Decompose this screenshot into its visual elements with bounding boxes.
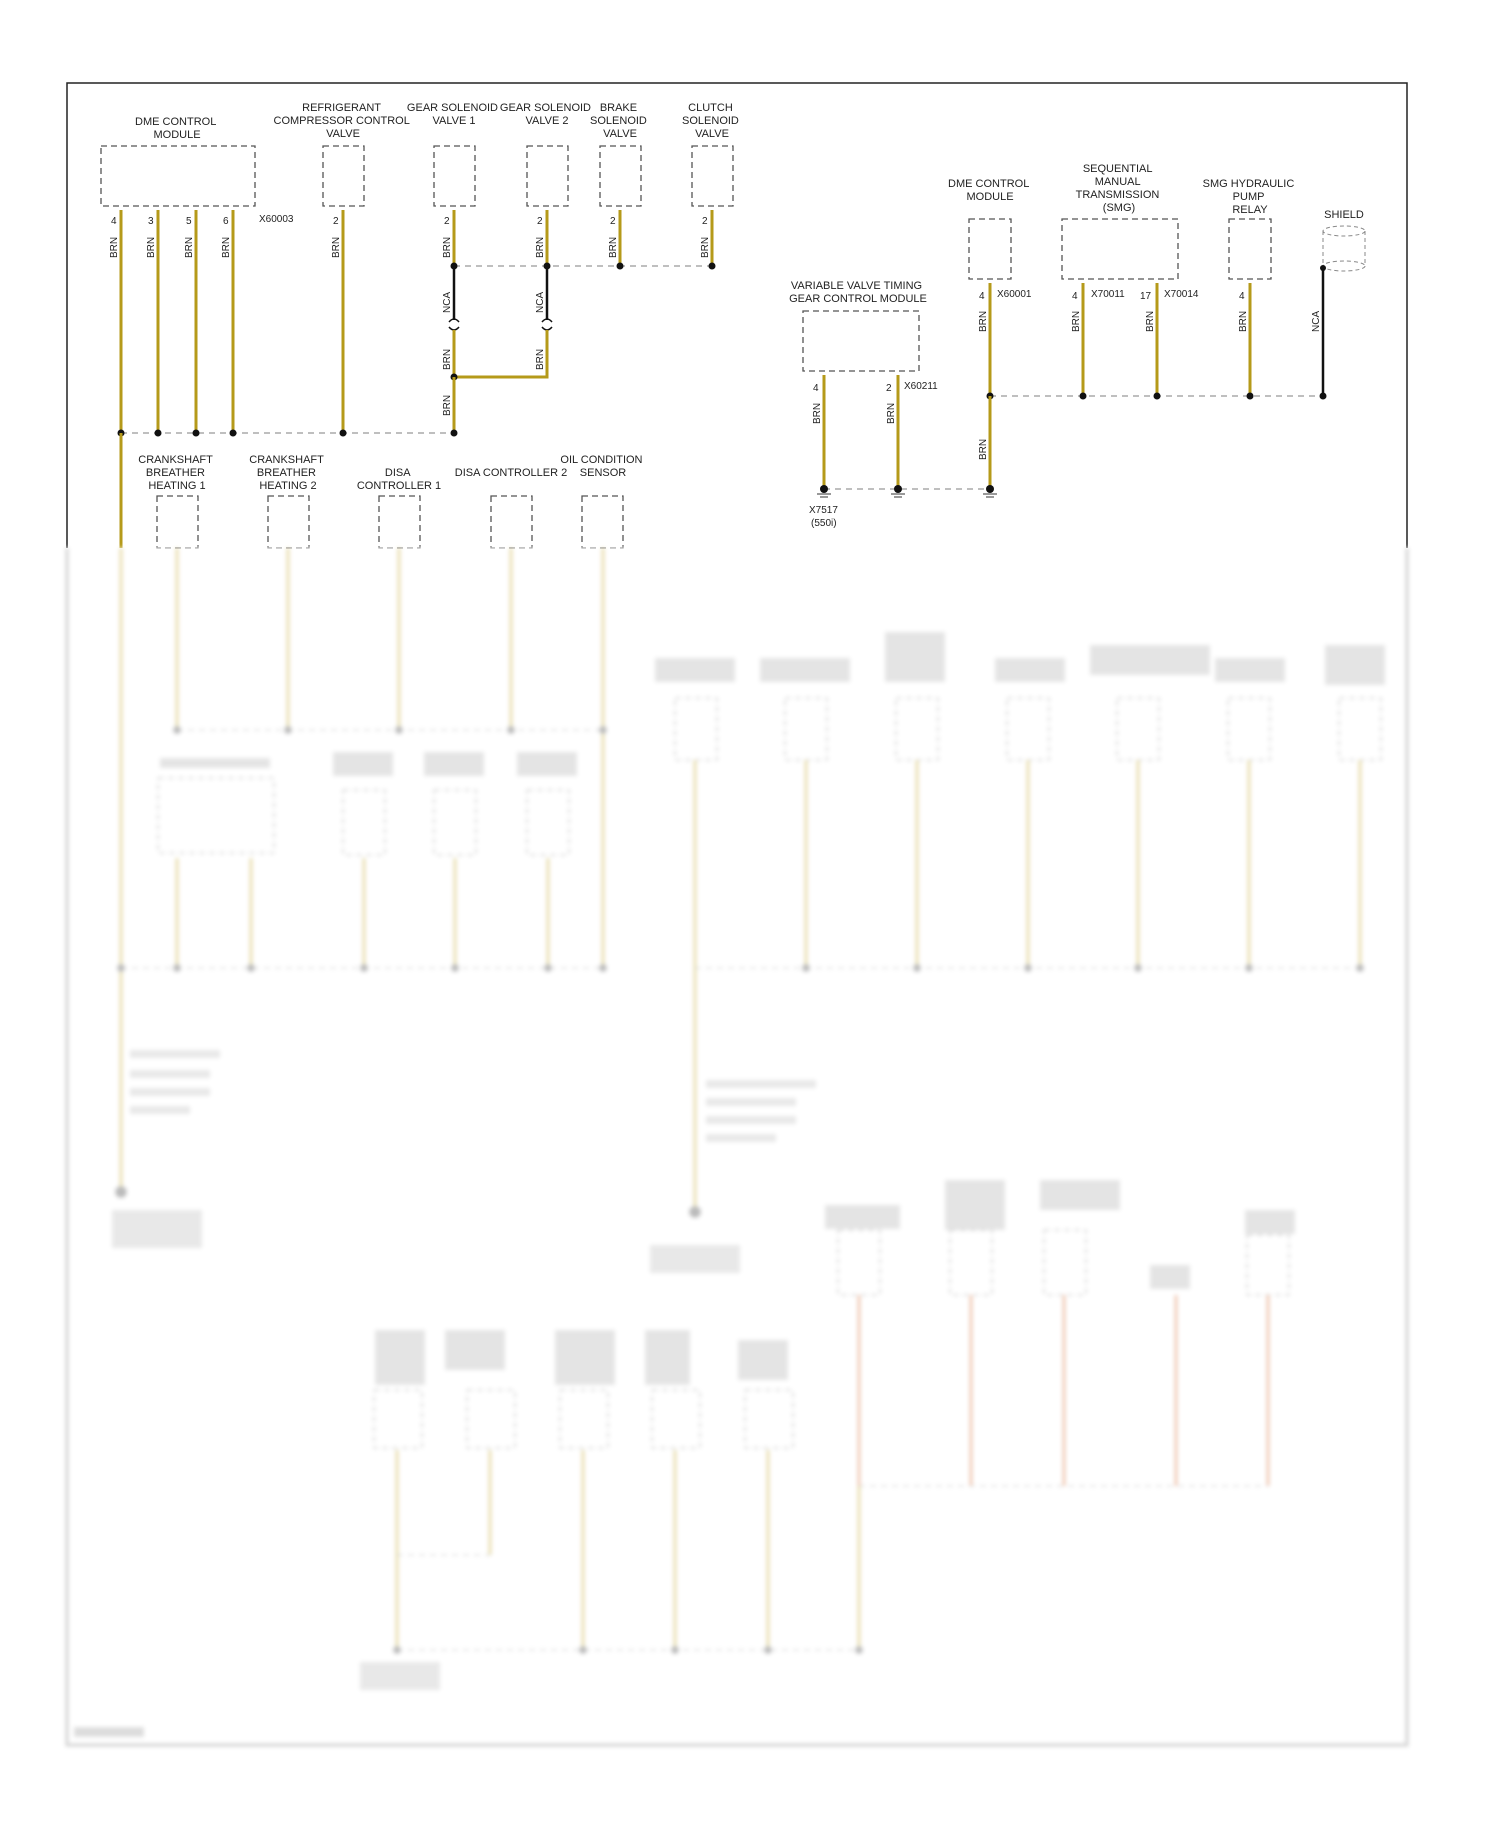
variable-valve-timing-module	[789, 280, 938, 489]
wire-color-label: BRN	[184, 236, 195, 258]
oil-condition-sensor-label: OIL CONDITION SENSOR	[560, 454, 643, 479]
gear-solenoid-valve-2	[500, 102, 594, 266]
dme2-pin: 4	[979, 291, 985, 302]
sequential-manual-transmission	[1062, 163, 1199, 396]
vvt-module-label: VARIABLE VALVE TIMING GEAR CONTROL MODULE	[789, 280, 927, 305]
wire-color-label: BRN	[146, 236, 157, 258]
wire-color-label: BRN	[1238, 310, 1249, 332]
smg-relay-label: SMG HYDRAULIC PUMP RELAY	[1202, 178, 1295, 216]
dme-control-module-1	[101, 116, 294, 225]
refrigerant-valve-box	[323, 146, 364, 206]
disa-controller-2-label: DISA CONTROLLER 2	[454, 467, 568, 479]
shield	[1311, 209, 1365, 396]
wire-color-label: BRN	[886, 402, 897, 424]
brake-solenoid-label: BRAKE SOLENOID VALVE	[590, 102, 647, 140]
smg-label: SEQUENTIAL MANUAL TRANSMISSION (SMG)	[1075, 163, 1160, 214]
refrigerant-compressor-control-valve	[274, 102, 413, 433]
crankshaft-heating-1-label: CRANKSHAFT BREATHER HEATING 1	[138, 454, 213, 492]
gear1-pin: 2	[444, 216, 450, 227]
disa-controller-1-label: DISA CONTROLLER 1	[356, 467, 442, 492]
shield-label: SHIELD	[1324, 209, 1364, 221]
clutch-solenoid-label: CLUTCH SOLENOID VALVE	[682, 102, 739, 140]
ground-symbol-icon	[891, 485, 905, 497]
dme1-wires	[109, 210, 233, 433]
vvt-pin-a: 4	[813, 383, 819, 394]
wire-color-label: BRN	[812, 402, 823, 424]
clutch-solenoid-box	[692, 146, 733, 206]
wire-color-label: BRN	[109, 236, 120, 258]
splice-dot	[617, 263, 624, 270]
ground-point-label: X7517	[809, 505, 838, 516]
wire-color-label: BRN	[978, 310, 989, 332]
clutch-pin: 2	[702, 216, 708, 227]
wire-color-label: BRN	[221, 236, 232, 258]
wire-color-label: BRN	[331, 236, 342, 258]
crankshaft-heating-2-label: CRANKSHAFT BREATHER HEATING 2	[249, 454, 324, 492]
vvt-pin-b: 2	[886, 383, 892, 394]
gear-solenoid-valve-1	[407, 102, 501, 266]
smg-pin-b: 17	[1140, 291, 1152, 302]
dme2-connector-id: X60001	[997, 289, 1032, 300]
ground-point-note: (550i)	[811, 518, 837, 529]
dme1-pin-c: 5	[186, 216, 192, 227]
dme-control-module-1-box	[101, 146, 255, 206]
brake-solenoid-valve	[590, 102, 650, 266]
lower-row-components	[138, 454, 645, 548]
wire-color-label: BRN	[1071, 310, 1082, 332]
wire-color-label: BRN	[442, 394, 453, 416]
wire-color-label: NCA	[442, 291, 453, 313]
dme1-pin-b: 3	[148, 216, 154, 227]
dme-control-module-1-label: DME CONTROL MODULE	[135, 116, 216, 141]
refrigerant-valve-label: REFRIGERANT COMPRESSOR CONTROL VALVE	[273, 102, 410, 140]
wire-color-label: BRN	[535, 236, 546, 258]
dme1-pin-d: 6	[223, 216, 229, 227]
gear-solenoid-2-label: GEAR SOLENOID VALVE 2	[499, 102, 592, 127]
brake-solenoid-box	[600, 146, 641, 206]
gear-solenoid-1-box	[434, 146, 475, 206]
wire-color-label: BRN	[700, 236, 711, 258]
wire-color-label: BRN	[442, 236, 453, 258]
wire-color-label: BRN	[535, 348, 546, 370]
wire-color-label: NCA	[1311, 310, 1322, 332]
gear-solenoid-nca-connections	[442, 266, 552, 433]
shield-icon	[1323, 226, 1365, 271]
smg-connector-b: X70014	[1164, 289, 1199, 300]
gear-solenoid-1-label: GEAR SOLENOID VALVE 1	[406, 102, 499, 127]
ground-symbol-icon	[817, 485, 831, 497]
vvt-connector-id: X60211	[904, 381, 938, 392]
wire-color-label: BRN	[978, 438, 989, 460]
dme1-connector-id: X60003	[259, 214, 294, 225]
dme-control-module-2	[948, 178, 1032, 396]
wire-color-label: BRN	[1145, 310, 1156, 332]
wire-color-label: NCA	[535, 291, 546, 313]
dme1-pin-a: 4	[111, 216, 117, 227]
relay-pin: 4	[1239, 291, 1245, 302]
blurred-diagram-area	[62, 548, 1412, 1748]
clutch-solenoid-valve	[682, 102, 742, 266]
refrigerant-pin: 2	[333, 216, 339, 227]
ground-symbol-icon	[983, 485, 997, 497]
smg-connector-a: X70011	[1091, 289, 1125, 300]
gear2-pin: 2	[537, 216, 543, 227]
wire-color-label: BRN	[442, 348, 453, 370]
dme-control-module-2-label: DME CONTROL MODULE	[948, 178, 1029, 203]
gear-solenoid-2-box	[527, 146, 568, 206]
brake-pin: 2	[610, 216, 616, 227]
splice-dot	[709, 263, 716, 270]
wire-color-label: BRN	[608, 236, 619, 258]
smg-hydraulic-pump-relay	[1203, 178, 1298, 396]
smg-pin-a: 4	[1072, 291, 1078, 302]
